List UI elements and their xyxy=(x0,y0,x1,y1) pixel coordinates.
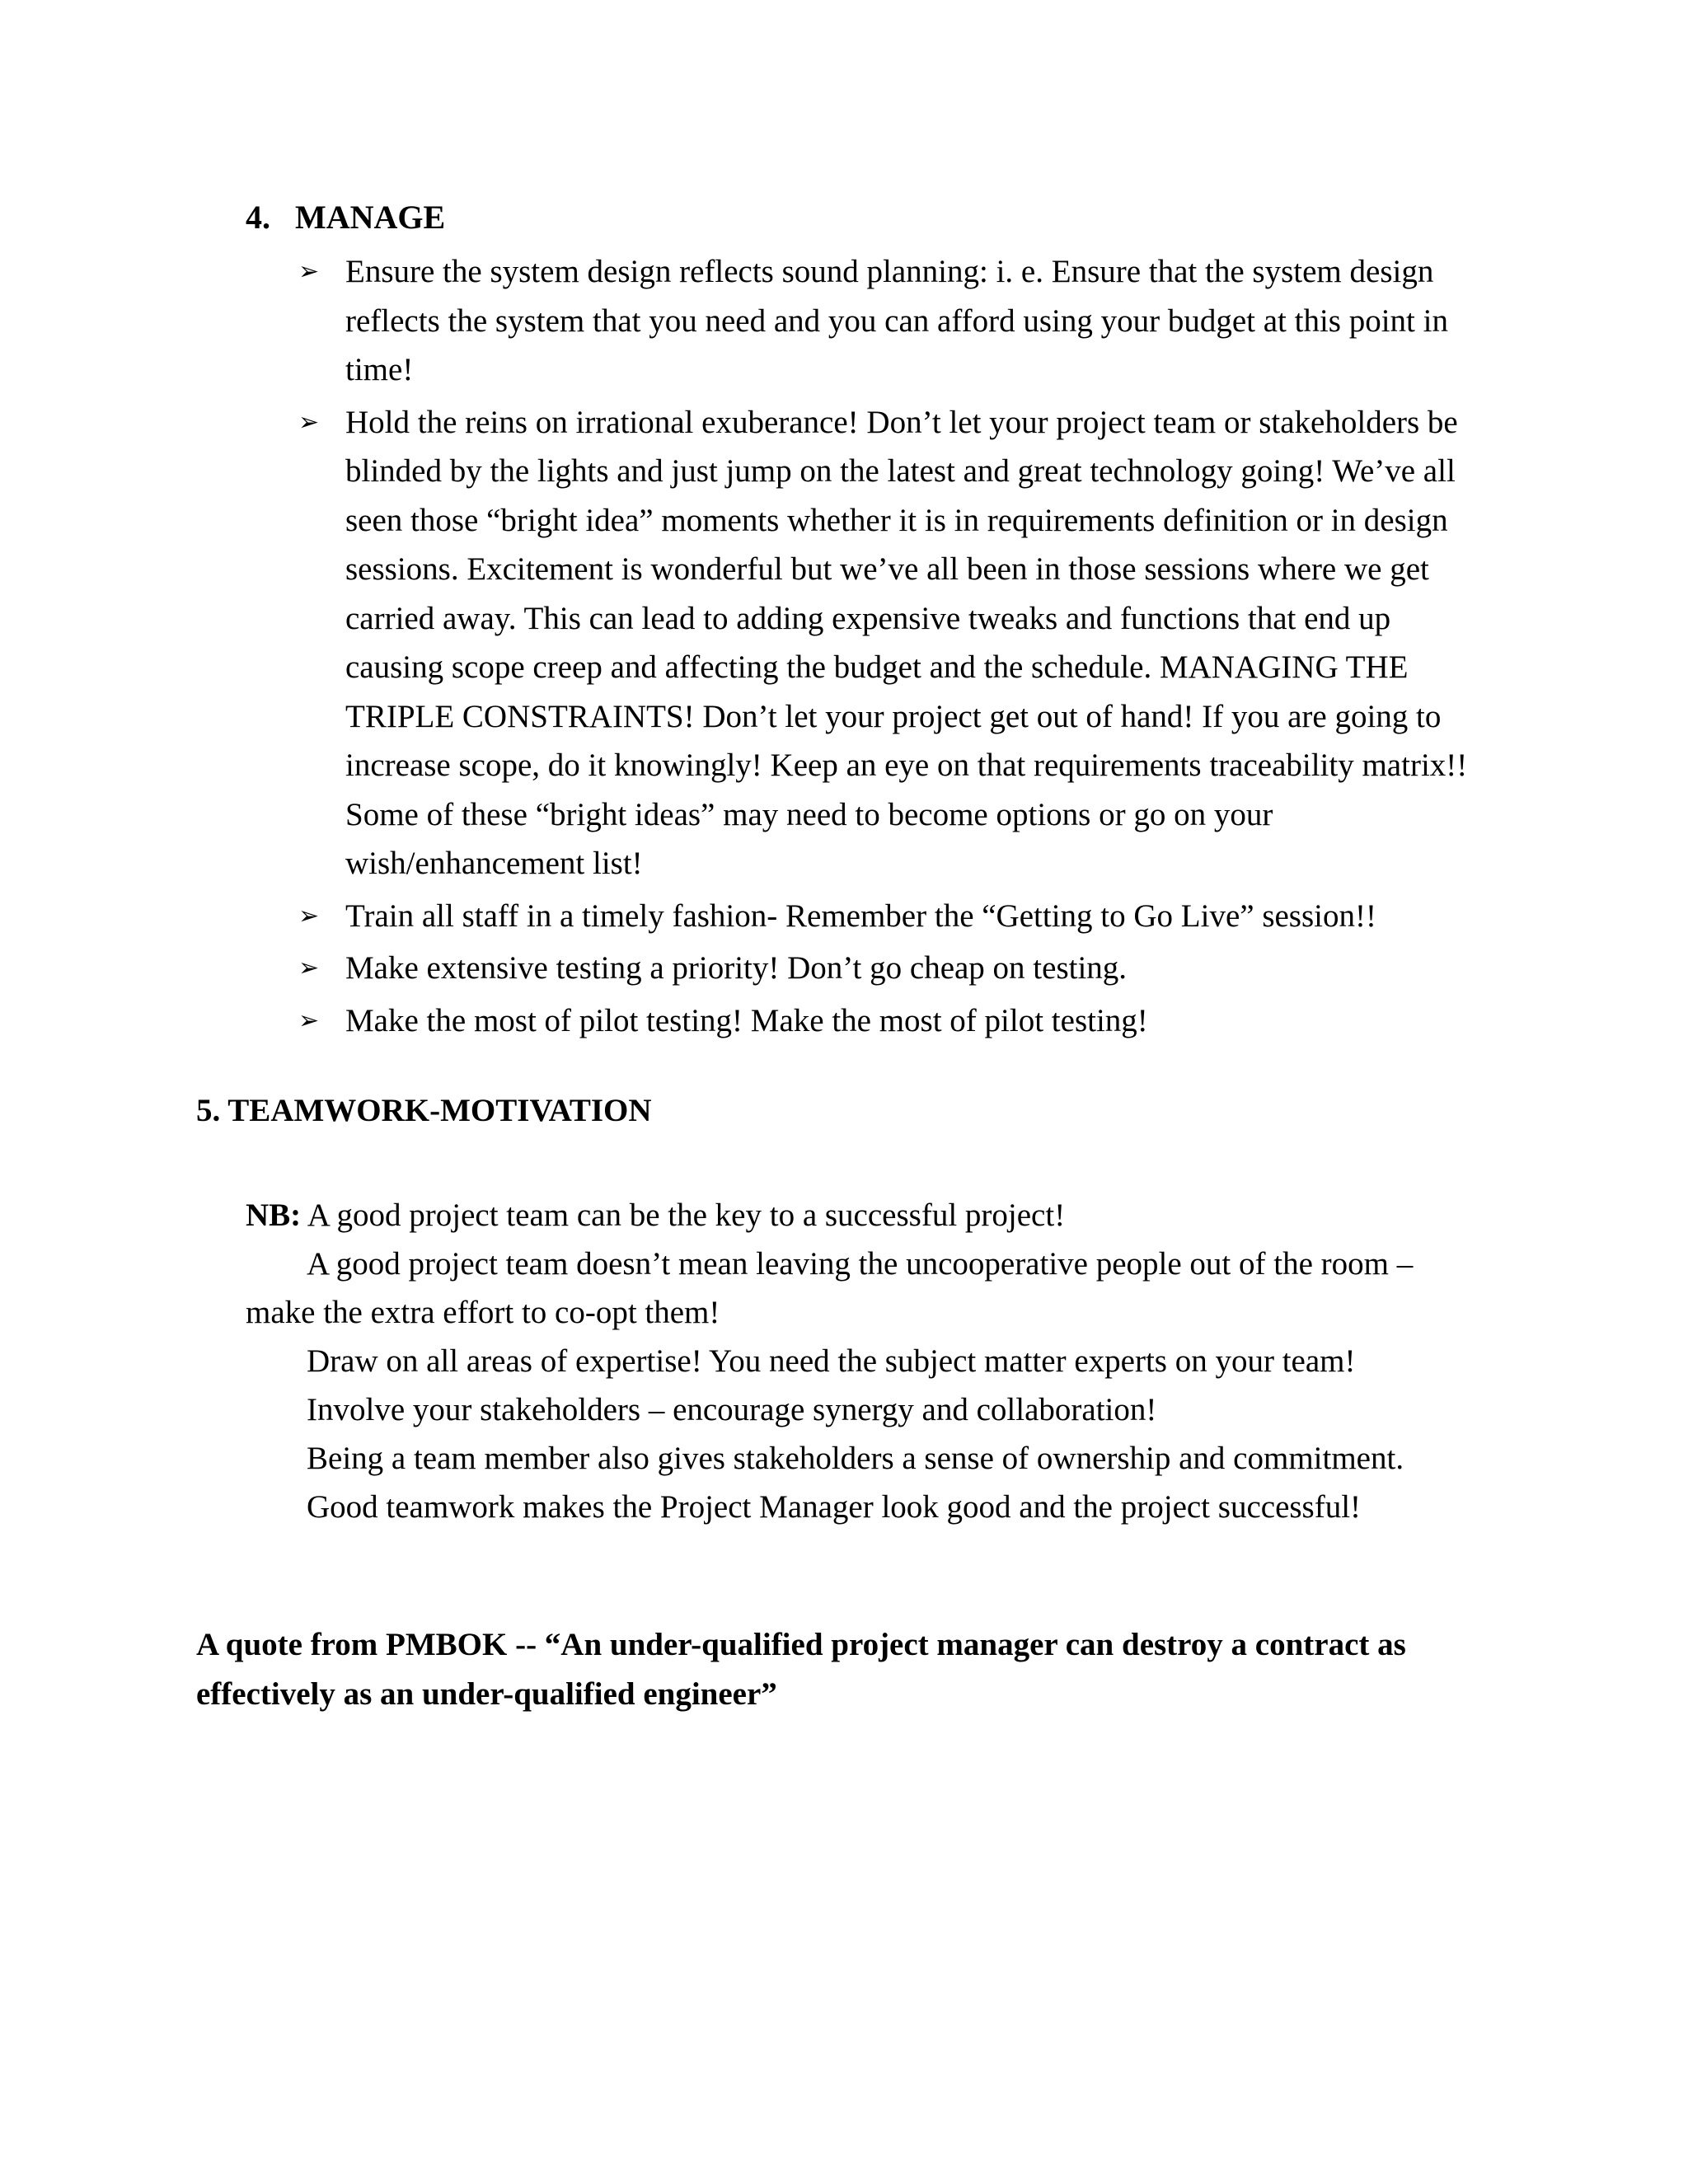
arrowhead-bullet-icon: ➢ xyxy=(298,407,320,437)
teamwork-paragraph: Involve your stakeholders – encourage synergy and collaboration! xyxy=(307,1392,1157,1427)
section-4-number: 4. xyxy=(246,199,270,236)
list-item xyxy=(298,398,1485,888)
arrowhead-bullet-icon: ➢ xyxy=(298,1005,320,1035)
list-item xyxy=(298,944,1485,993)
teamwork-notes xyxy=(246,1191,1482,1531)
arrowhead-bullet-icon: ➢ xyxy=(298,257,320,286)
manage-bullet-list xyxy=(298,247,1485,1048)
section-4-heading xyxy=(246,197,445,238)
teamwork-paragraph: Draw on all areas of expertise! You need the subject matter experts on your team! xyxy=(307,1343,1356,1379)
nb-text: A good project team can be the key to a successful project! xyxy=(301,1197,1066,1233)
teamwork-paragraph: Being a team member also gives stakeholders a sense of ownership and commitment. xyxy=(307,1441,1404,1476)
teamwork-paragraph: A good project team doesn’t mean leaving the uncooperative people out of the room – make the extra effort to co-opt them! xyxy=(246,1246,1414,1330)
section-5-heading: 5. TEAMWORK-MOTIVATION xyxy=(196,1093,652,1128)
bullet-text: Make extensive testing a priority! Don’t go cheap on testing. xyxy=(345,950,1128,986)
list-item xyxy=(298,892,1485,941)
arrowhead-bullet-icon: ➢ xyxy=(298,901,320,930)
teamwork-paragraph: Good teamwork makes the Project Manager look good and the project successful! xyxy=(307,1489,1362,1525)
nb-line xyxy=(246,1191,1482,1240)
bullet-text: Hold the reins on irrational exuberance! Don’t let your project team or stakeholders be blinded by the lights and just jump on the latest and great technology going! We’ve all seen those “bright idea” moments whether it is in requirements definition or in design sessions. Excitement is wonderful but we’ve all been in those sessions where we get carried away. This can lead to adding expensive tweaks and functions that end up causing scope creep and affecting the budget and the schedule. MANAGING THE TRIPLE CONSTRAINTS! Don’t let your project get out of hand! If you are going to increase scope, do it knowingly! Keep an eye on that requirements traceability matrix!! Some of these “bright ideas” may need to become options or go on your wish/enhancement list! xyxy=(345,404,1468,881)
list-item xyxy=(298,996,1485,1046)
pmbok-quote: A quote from PMBOK -- “An under-qualified project manager can destroy a contract as effectively as an under-qualified engineer” xyxy=(196,1627,1406,1712)
bullet-text: Make the most of pilot testing! Make the most of pilot testing! xyxy=(345,1002,1148,1038)
arrowhead-bullet-icon: ➢ xyxy=(298,954,320,982)
nb-label: NB: xyxy=(246,1197,302,1233)
list-item xyxy=(298,247,1485,395)
bullet-text: Train all staff in a timely fashion- Remember the “Getting to Go Live” session!! xyxy=(345,898,1376,934)
bullet-text: Ensure the system design reflects sound planning: i. e. Ensure that the system design reflects the system that you need and you can afford using your budget at this point in time! xyxy=(345,254,1448,387)
section-4-title: MANAGE xyxy=(295,199,446,236)
